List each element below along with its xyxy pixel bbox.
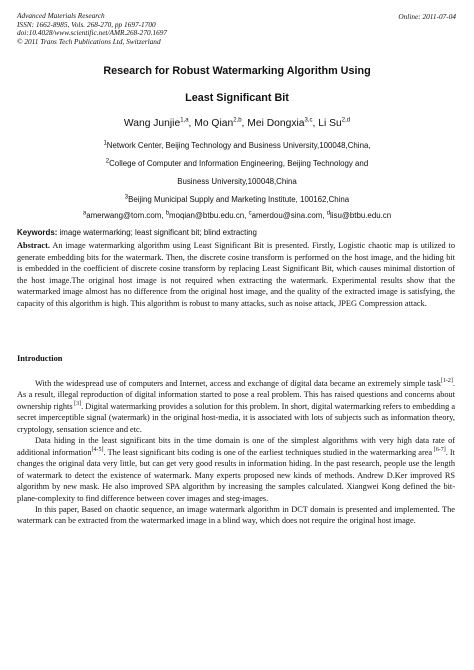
- author-name: Li Su: [318, 118, 342, 129]
- keywords: [17, 228, 257, 237]
- email-link[interactable]: amerwang@tom.com,: [86, 211, 166, 220]
- citation: [4-5]: [91, 446, 104, 453]
- paragraph-text: Data hiding in the least significant bits in the time domain is one of the simplest algorithms with very high data rate of additional information: [17, 436, 455, 457]
- email-superscript: b: [165, 210, 170, 217]
- author-name: Mo Qian: [194, 118, 234, 129]
- affiliation-superscript: 2: [105, 158, 110, 165]
- keywords-text: image watermarking; least significant bit; blind extracting: [57, 228, 257, 237]
- author-name: Mei Dongxia: [247, 118, 305, 129]
- email-link[interactable]: amerdou@sina.com,: [251, 211, 327, 220]
- email-superscript: a: [82, 210, 87, 217]
- abstract-text: An image watermarking algorithm using Least Significant Bit is presented. Firstly, Logistic chaotic map is utilized to generate embedding bits for the watermark. Then, the discrete cosine transform is performed on the host image, and the hiding bit is embedded in the coefficient of discrete cosine transform by replacing Least Significant Bit, which causes minimal distortion of the host image.The original host image is not required when extracting the watermark. Experimental results show that the watermarked image almost has no difference from the original host image, and the quality of the extracted image is satisfying, the capacity of this algorithm is high. This algorithm is robust to many attacks, such as noise attack, JPEG Compression attack.: [17, 241, 455, 308]
- journal-copyright: © 2011 Trans Tech Publications Ltd, Switzerland: [17, 36, 161, 46]
- paragraph-text: . Digital watermarking provides a solution for this problem. In short, digital watermarking refers to embedding a secret imperceptible signal (watermark) in the original host-media, it is associated with lots of subjects such as information theory, cryptology, sensation science and etc.: [17, 401, 456, 434]
- paragraph: In this paper, Based on chaotic sequence, an image watermark algorithm in DCT domain is presented and implemented. The watermark can be extracted from the watermarked image in a blind way, which does not require the original host image.: [17, 504, 455, 526]
- affiliation-text: College of Computer and Information Engineering, Beijing Technology and: [109, 159, 369, 168]
- citation: [1-2]: [440, 378, 453, 385]
- introduction-body: [17, 378, 455, 527]
- paragraph-text: . It changes the original data very little, but can get very good results in information hiding. In the past research, people use the length of watermark to detect the existence of watermark. Many experts proposed new kinds of methods. Andrew D.Ker improved RS algorithm by new mask. He also improved SPA algorithm by increasing the samples calculated. Xiangwei Kong defined the bit-plane-complexity to find difference between cover images and steg-images.: [17, 447, 455, 503]
- journal-volume: ISSN: 1662-8985, Vols. 268-270, pp 1697-1700: [17, 19, 156, 29]
- email-link[interactable]: moqian@btbu.edu.cn,: [169, 211, 249, 220]
- affiliation-superscript: 3: [124, 194, 129, 201]
- affiliation-1: [40, 141, 434, 150]
- online-date: Online: 2011-07-04: [398, 12, 456, 21]
- affiliation-2-line2: Business University,100048,China: [177, 177, 297, 186]
- author-superscript: 1,a: [180, 117, 189, 124]
- affiliation-3: [40, 195, 434, 204]
- journal-doi: doi:10.4028/www.scientific.net/AMR.268-270.1697: [17, 28, 168, 38]
- paragraph: [17, 378, 455, 435]
- paragraph-text: With the widespread use of computers and Internet, access and exchange of digital data became an extremely simple task: [35, 379, 441, 388]
- email-superscript: d: [326, 210, 331, 217]
- email-superscript: c: [248, 210, 252, 217]
- journal-header: [17, 12, 167, 46]
- affiliation-text: Beijing Municipal Supply and Marketing Institute, 100162,China: [128, 195, 350, 204]
- email-link[interactable]: lisu@btbu.edu.cn: [330, 211, 392, 220]
- author-emails: [40, 211, 434, 220]
- author-superscript: 3,c: [304, 117, 313, 124]
- author-superscript: 2,d: [341, 117, 351, 124]
- author-list: Wang Junjie$^{1,a}$, Mo Qian$^{2,b}$, Mei Dongxia$^{3,c}$, Li Su$^{2,d}$: [123, 117, 351, 129]
- abstract-label: Abstract.: [17, 241, 50, 250]
- paragraph-text: . As a result, illegal reproduction of digital information started to pose a real problem. This has raised questions and concerns about ownership rights: [17, 379, 455, 411]
- author-name: Wang Junjie: [123, 118, 181, 129]
- journal-name: Advanced Materials Research: [17, 11, 105, 20]
- author-superscript: 2,b: [233, 117, 242, 124]
- affiliation-2-line1: [40, 159, 434, 168]
- paper-title-line2: Least Significant Bit: [185, 92, 289, 104]
- affiliation-text: Network Center, Beijing Technology and Business University,100048,China,: [106, 141, 371, 150]
- abstract: [17, 240, 455, 309]
- paragraph: [17, 435, 455, 504]
- section-heading: Introduction: [17, 354, 63, 363]
- citation: [3]: [72, 401, 82, 408]
- paragraph-text: . The least significant bits coding is one of the earliest techniques studied in the watermarking area: [103, 447, 433, 457]
- paper-title-line1: Research for Robust Watermarking Algorithm Using: [103, 65, 371, 77]
- citation: [6-7]: [432, 446, 446, 453]
- keywords-label: Keywords:: [17, 228, 58, 237]
- affiliation-superscript: 1: [103, 140, 107, 147]
